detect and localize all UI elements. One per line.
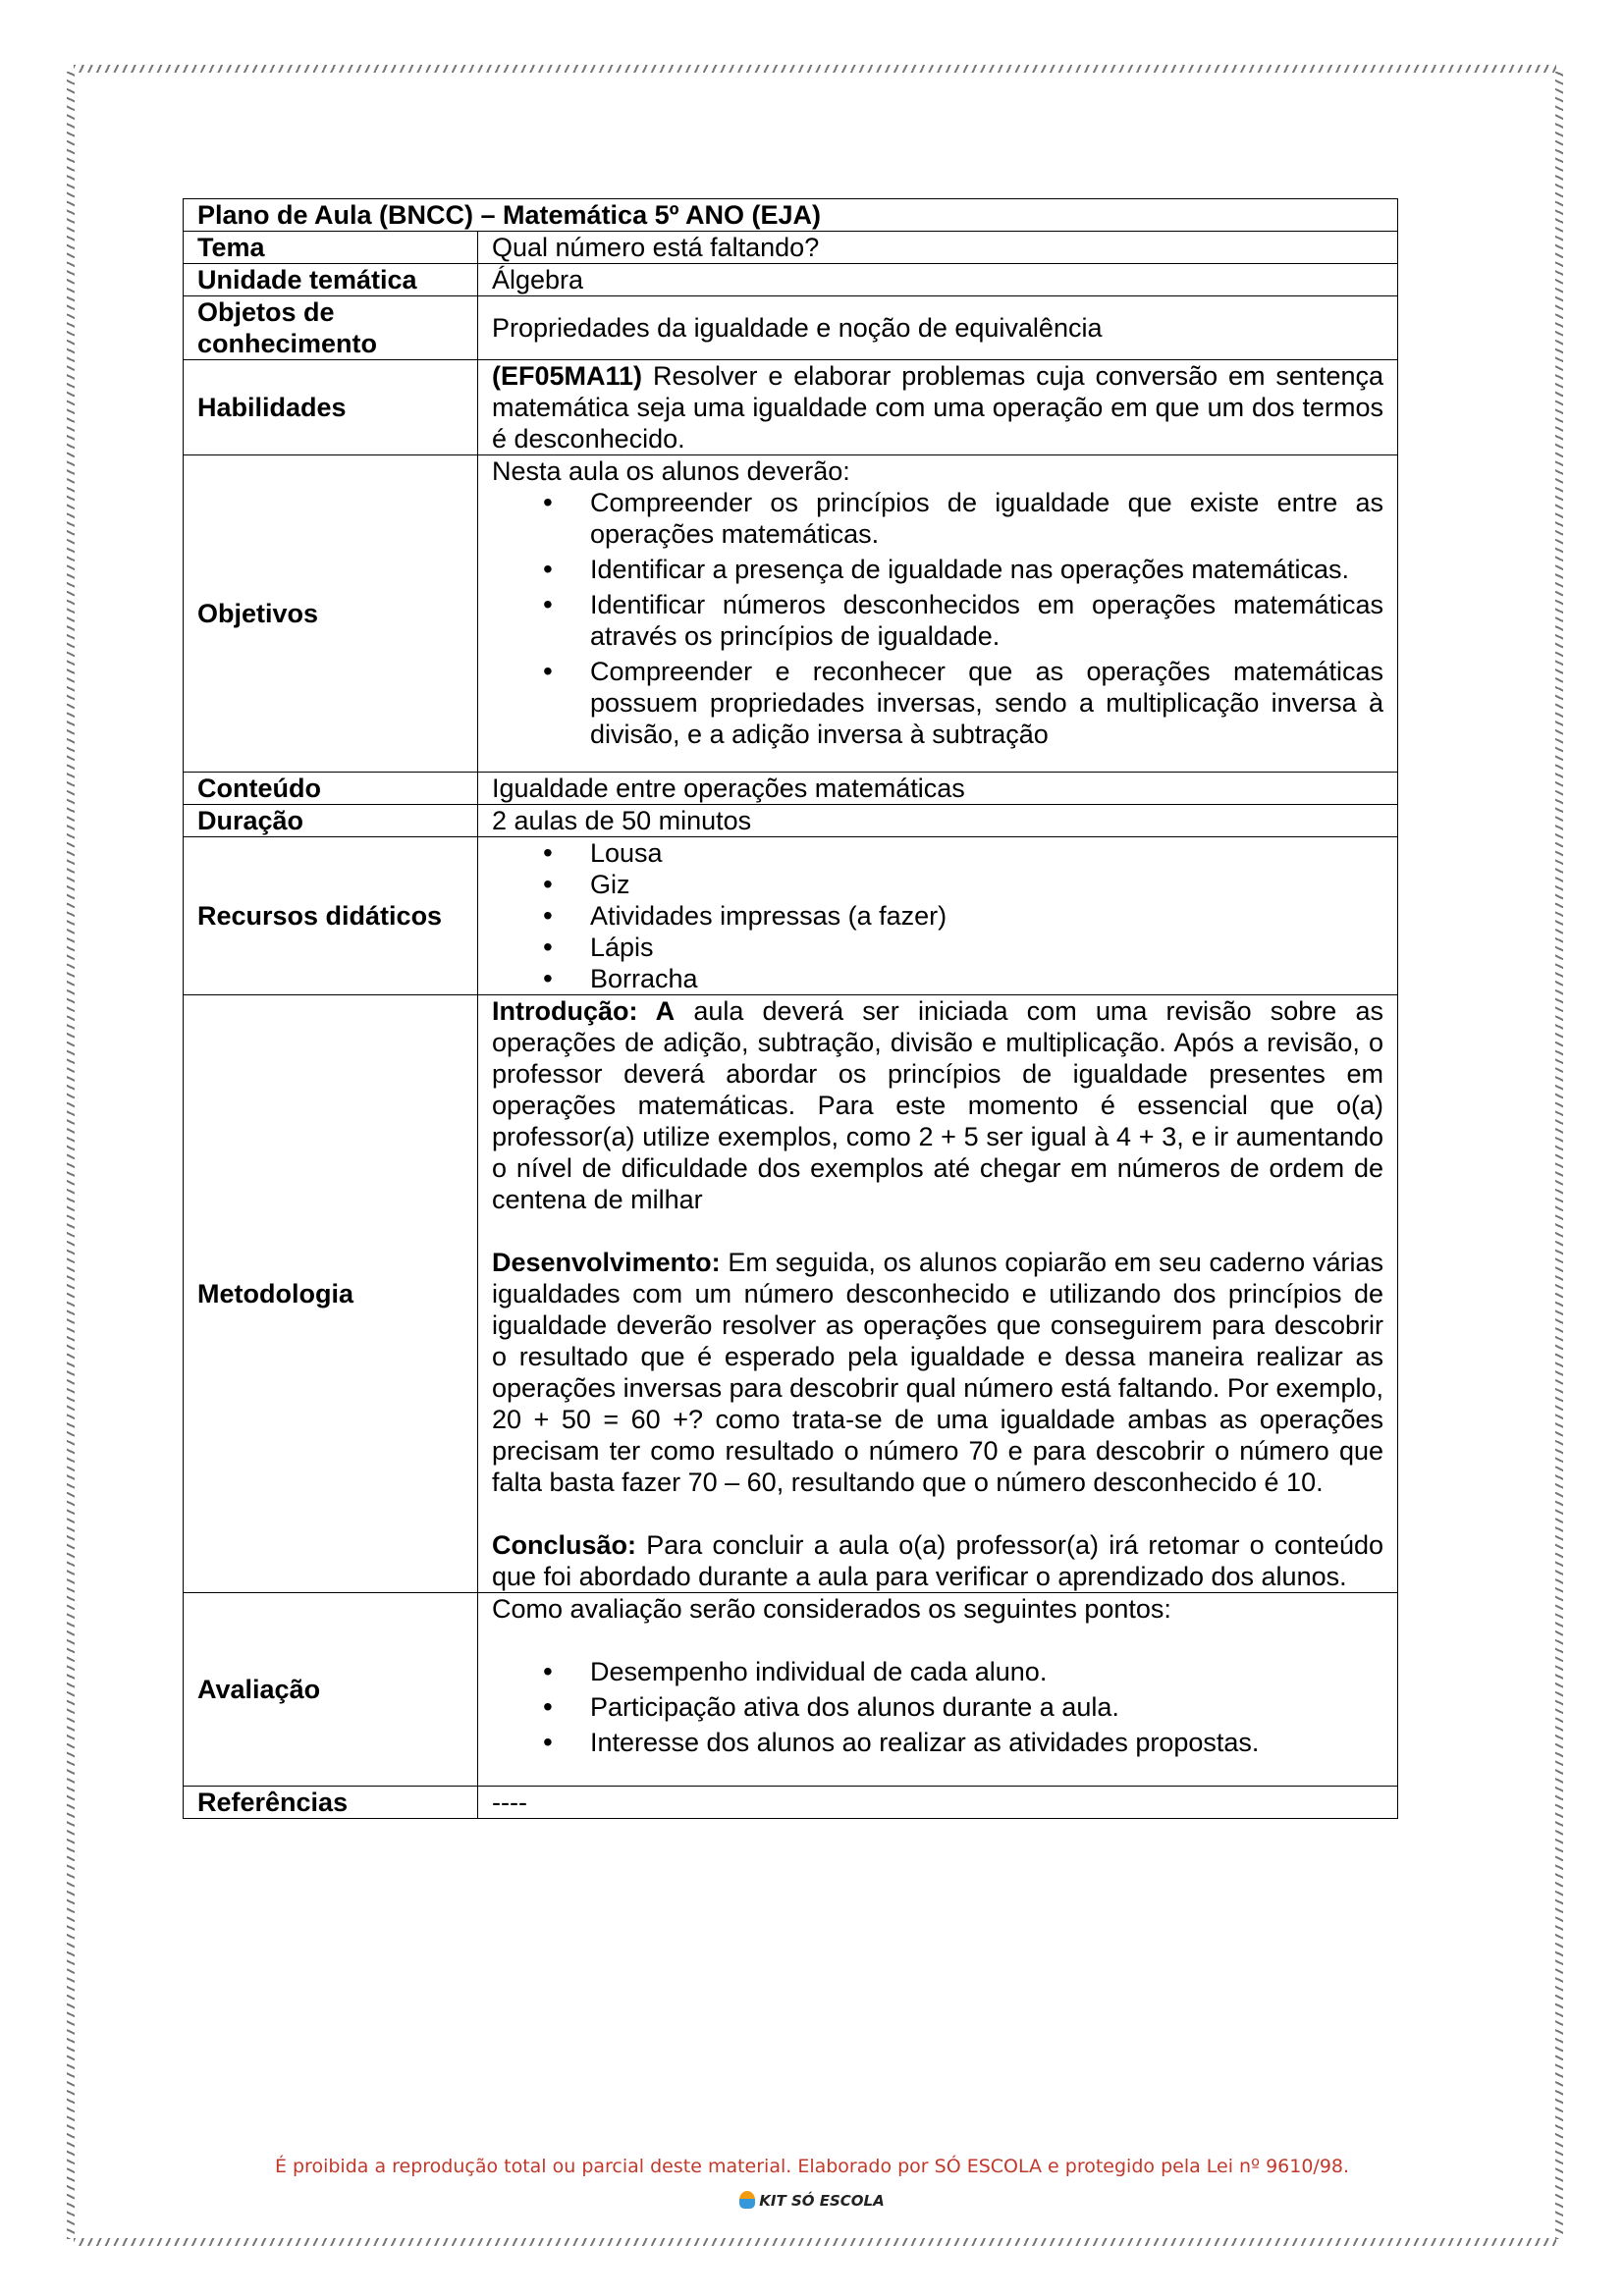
label-avaliacao: Avaliação (184, 1593, 478, 1787)
list-item: • Identificar números desconhecidos em operações matemáticas através os princípios de igualdade. (492, 589, 1383, 652)
list-item: • Participação ativa dos alunos durante a aula. (492, 1691, 1383, 1723)
paragraph-gap (492, 1625, 1383, 1656)
label-metodologia: Metodologia (184, 995, 478, 1593)
border-top (74, 65, 1556, 73)
objetivos-list (492, 487, 1383, 750)
value-objetivos (478, 455, 1398, 773)
kit-so-escola-logo (0, 2191, 1624, 2210)
label-objetivos: Objetivos (184, 455, 478, 773)
conclusao-heading: Conclusão: (492, 1530, 637, 1560)
introducao-heading: Introdução: A (492, 996, 676, 1026)
lesson-plan-table (183, 198, 1398, 1819)
row-conteudo (184, 773, 1398, 805)
value-avaliacao (478, 1593, 1398, 1787)
list-item: • Identificar a presença de igualdade nas operações matemáticas. (492, 554, 1383, 585)
label-conteudo: Conteúdo (184, 773, 478, 805)
paragraph-gap (492, 1215, 1383, 1247)
value-referencias: ---- (478, 1787, 1398, 1819)
metodologia-conclusao (492, 1529, 1383, 1592)
list-item: • Lápis (492, 932, 1383, 963)
border-bottom (74, 2238, 1556, 2246)
label-unidade-tematica: Unidade temática (184, 264, 478, 296)
label-objetos-conhecimento: Objetos de conhecimento (184, 296, 478, 360)
plan-title: Plano de Aula (BNCC) – Matemática 5º ANO (EJA) (184, 199, 1398, 232)
avaliacao-list (492, 1656, 1383, 1758)
value-objetos-conhecimento: Propriedades da igualdade e noção de equivalência (478, 296, 1398, 360)
row-recursos-didaticos (184, 837, 1398, 995)
value-metodologia (478, 995, 1398, 1593)
value-habilidades (478, 360, 1398, 455)
row-referencias (184, 1787, 1398, 1819)
avaliacao-intro: Como avaliação serão considerados os seguintes pontos: (492, 1594, 1171, 1624)
value-conteudo: Igualdade entre operações matemáticas (478, 773, 1398, 805)
recursos-list (492, 837, 1383, 994)
logo-text: KIT SÓ ESCOLA (759, 2192, 885, 2210)
label-duracao: Duração (184, 805, 478, 837)
border-left (67, 72, 75, 2239)
value-recursos-didaticos (478, 837, 1398, 995)
child-mascot-icon (739, 2191, 755, 2209)
list-item: • Compreender e reconhecer que as operações matemáticas possuem propriedades inversas, sendo a multiplicação inversa à divisão, e a adição inversa à subtração (492, 656, 1383, 750)
paragraph-gap (492, 1498, 1383, 1529)
title-row (184, 199, 1398, 232)
border-right (1555, 72, 1563, 2239)
row-habilidades (184, 360, 1398, 455)
row-unidade-tematica (184, 264, 1398, 296)
list-item: • Compreender os princípios de igualdade que existe entre as operações matemáticas. (492, 487, 1383, 550)
introducao-text: aula deverá ser iniciada com uma revisão sobre as operações de adição, subtração, divisão e multiplicação. Após a revisão, o professor deverá abordar os princípios de igualdade presentes em operações matemáticas. Para este momento é essencial que o(a) professor(a) utilize exemplos, como 2 + 5 ser igual à 4 + 3, e ir aumentando o nível de dificuldade dos exemplos até chegar em números de ordem de centena de milhar (492, 996, 1383, 1214)
row-avaliacao (184, 1593, 1398, 1787)
row-duracao (184, 805, 1398, 837)
metodologia-desenvolvimento (492, 1247, 1383, 1498)
conclusao-text: Para concluir a aula o(a) professor(a) irá retomar o conteúdo que foi abordado durante a aula para verificar o aprendizado dos alunos. (492, 1530, 1383, 1591)
row-tema (184, 232, 1398, 264)
copyright-notice: É proibida a reprodução total ou parcial deste material. Elaborado por SÓ ESCOLA e protegido pela Lei nº 9610/98. (274, 2156, 1350, 2177)
skill-text: Resolver e elaborar problemas cuja conversão em sentença matemática seja uma igualdade com uma operação em que um dos termos é desconhecido. (492, 361, 1383, 454)
list-item: • Desempenho individual de cada aluno. (492, 1656, 1383, 1687)
value-duracao: 2 aulas de 50 minutos (478, 805, 1398, 837)
list-item: • Giz (492, 869, 1383, 900)
list-item: • Atividades impressas (a fazer) (492, 900, 1383, 932)
list-item: • Interesse dos alunos ao realizar as atividades propostas. (492, 1727, 1383, 1758)
skill-code: (EF05MA11) (492, 361, 643, 391)
objetivos-intro: Nesta aula os alunos deverão: (492, 456, 850, 486)
label-referencias: Referências (184, 1787, 478, 1819)
value-unidade-tematica: Álgebra (478, 264, 1398, 296)
row-objetivos (184, 455, 1398, 773)
desenvolvimento-heading: Desenvolvimento: (492, 1248, 721, 1277)
row-objetos-conhecimento (184, 296, 1398, 360)
list-item: • Lousa (492, 837, 1383, 869)
value-tema: Qual número está faltando? (478, 232, 1398, 264)
row-metodologia (184, 995, 1398, 1593)
label-tema: Tema (184, 232, 478, 264)
label-recursos-didaticos: Recursos didáticos (184, 837, 478, 995)
label-habilidades: Habilidades (184, 360, 478, 455)
desenvolvimento-text: Em seguida, os alunos copiarão em seu caderno várias igualdades com um número desconhecido e utilizando dos princípios de igualdade deverão resolver as operações que conseguirem para descobrir o resultado que é esperado pela igualdade e dessa maneira realizar as operações inversas para descobrir qual número está faltando. Por exemplo, 20 + 50 = 60 +? como trata-se de uma igualdade ambas as operações precisam ter como resultado o número 70 e para descobrir o número que falta basta fazer 70 – 60, resultando que o número desconhecido é 10. (492, 1248, 1384, 1497)
metodologia-introducao (492, 995, 1383, 1215)
list-item: • Borracha (492, 963, 1383, 994)
